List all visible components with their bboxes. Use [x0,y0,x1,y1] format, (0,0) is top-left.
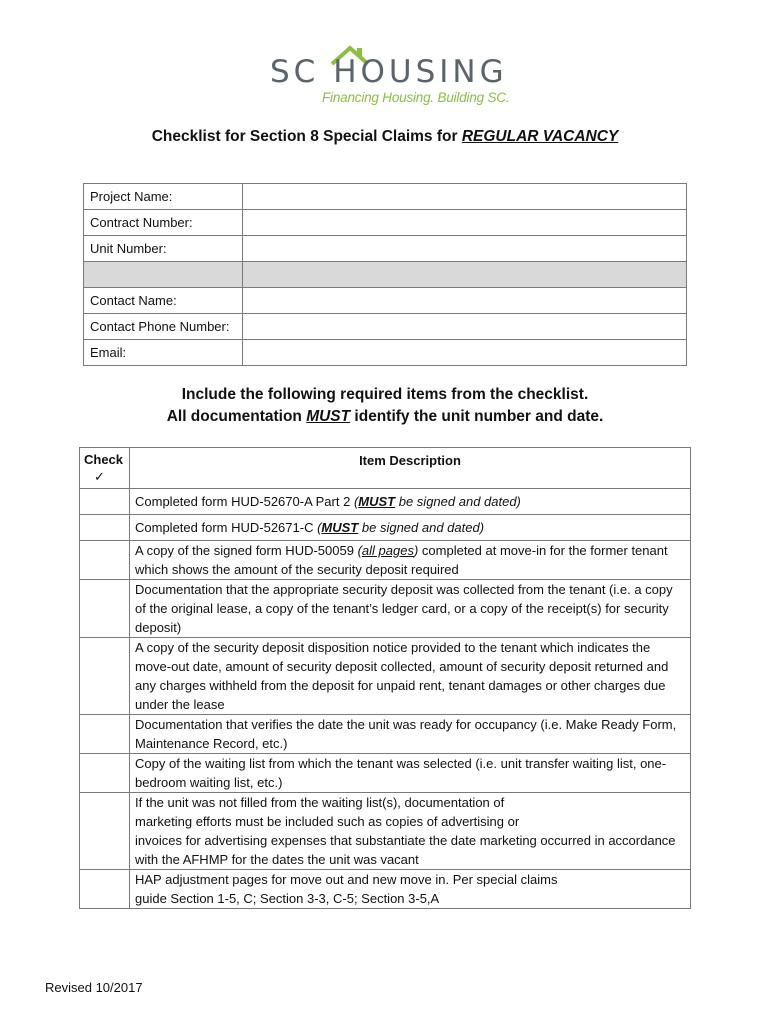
info-value-field[interactable] [243,210,687,236]
info-label: Contact Name: [84,288,243,314]
check-cell[interactable] [80,715,130,754]
checklist-header-row [80,448,691,489]
check-cell[interactable] [80,541,130,580]
check-column-header: Check ✓ [80,448,130,489]
checklist-table [79,447,691,909]
info-label: Contract Number: [84,210,243,236]
instruction-line-2: All documentation MUST identify the unit number and date. [166,408,604,425]
info-value-field[interactable] [243,184,687,210]
info-row [84,262,687,288]
item-description: Completed form HUD-52671-C (MUST be signed and dated) [130,515,691,541]
item-description: HAP adjustment pages for move out and new move in. Per special claims guide Section 1-5, C; Section 3-3, C-5; Section 3-5,A [130,870,691,909]
checklist-row [80,715,691,754]
info-value-field[interactable] [243,340,687,366]
info-label: Project Name: [84,184,243,210]
item-description: Copy of the waiting list from which the tenant was selected (i.e. unit transfer waiting list, one-bedroom waiting list, etc.) [130,754,691,793]
info-label: Contact Phone Number: [84,314,243,340]
info-value-field[interactable] [243,236,687,262]
checklist-row [80,515,691,541]
check-cell[interactable] [80,754,130,793]
checkmark-icon: ✓ [94,469,105,484]
info-value-field [243,262,687,288]
info-label [84,262,243,288]
info-value-field[interactable] [243,314,687,340]
info-label: Unit Number: [84,236,243,262]
checklist-row [80,870,691,909]
info-row [84,288,687,314]
checklist-row [80,541,691,580]
logo-wordmark: SC HOUSING [270,54,508,90]
info-row [84,340,687,366]
sc-housing-logo [270,44,510,110]
check-cell[interactable] [80,515,130,541]
item-description: Completed form HUD-52670-A Part 2 (MUST be signed and dated) [130,489,691,515]
info-row [84,236,687,262]
check-cell[interactable] [80,793,130,870]
check-cell[interactable] [80,870,130,909]
check-cell[interactable] [80,638,130,715]
page-title: Checklist for Section 8 Special Claims for REGULAR VACANCY [151,128,619,145]
item-description: Documentation that verifies the date the unit was ready for occupancy (i.e. Make Ready Form, Maintenance Record, etc.) [130,715,691,754]
checklist-row [80,489,691,515]
check-cell[interactable] [80,489,130,515]
checklist-row [80,580,691,638]
info-row [84,314,687,340]
info-label: Email: [84,340,243,366]
logo-tagline: Financing Housing. Building SC. [322,90,510,105]
info-row [84,184,687,210]
item-description: A copy of the signed form HUD-50059 (all pages) completed at move-in for the former tenant which shows the amount of the security deposit required [130,541,691,580]
instruction-line-1: Include the following required items from the checklist. [181,386,589,403]
item-description: A copy of the security deposit disposition notice provided to the tenant which indicates the move-out date, amount of security deposit collected, amount of security deposit returned and any charges withheld from the deposit for unpaid rent, tenant damages or other charges due under the lease [130,638,691,715]
checklist-row [80,754,691,793]
revision-note: Revised 10/2017 [45,980,143,995]
item-description-header: Item Description [130,448,691,489]
project-info-table [83,183,687,366]
info-value-field[interactable] [243,288,687,314]
info-row [84,210,687,236]
checklist-row [80,793,691,870]
item-description: If the unit was not filled from the waiting list(s), documentation of marketing efforts must be included such as copies of advertising or invoices for advertising expenses that substantiate the date marketing occurred in accordance with the AFHMP for the dates the unit was vacant [130,793,691,870]
checklist-row [80,638,691,715]
item-description: Documentation that the appropriate security deposit was collected from the tenant (i.e. a copy of the original lease, a copy of the tenant’s ledger card, or a copy of the receipt(s) for security deposit) [130,580,691,638]
check-cell[interactable] [80,580,130,638]
